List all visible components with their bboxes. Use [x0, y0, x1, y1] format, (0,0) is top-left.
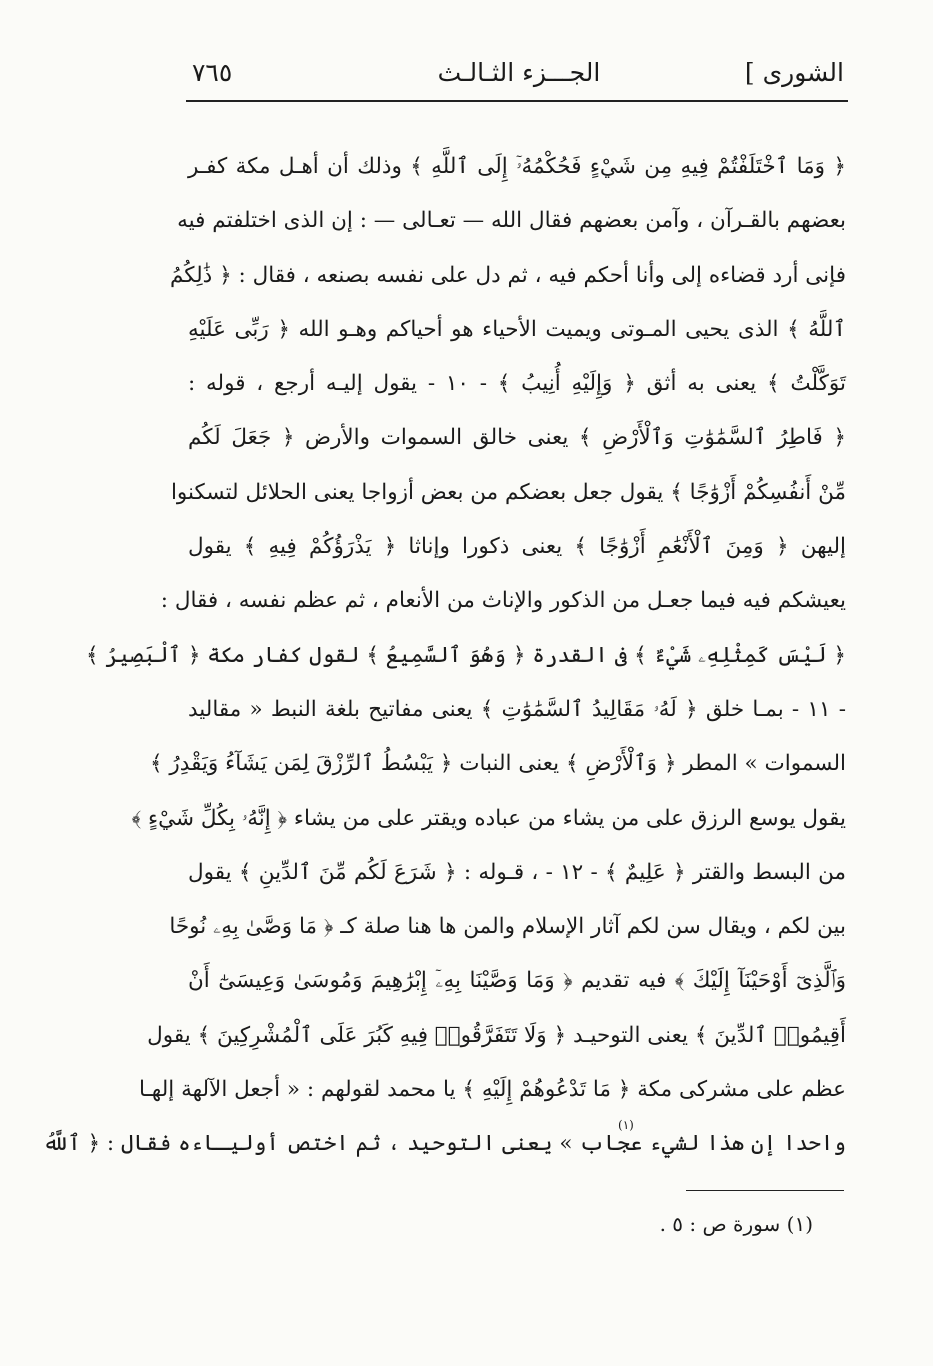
text-line: ٱللَّهُ ﴾ الذى يحيى المـوتى ويميت الأحياء هو أحياكم وهـو الله ﴿ رَبِّى عَلَيْهِ [188, 316, 846, 342]
text-line: تَوَكَّلْتُ ﴾ يعنى به أثق ﴿ وَإِلَيْهِ أُنِيبُ ﴾ - ١٠ - يقول إليـه أرجع ، قوله : [188, 371, 846, 397]
text-line: - ١١ - بمـا خلق ﴿ لَهُۥ مَقَالِيدُ ٱلسَّمَٰوَٰتِ ﴾ يعنى مفاتيح بلغة النبط « مقاليد [188, 696, 847, 722]
text-line: يقول يوسع الرزق على من يشاء من عباده ويقتر على من يشاء ﴿ إِنَّهُۥ بِكُلِّ شَيْءٍ ﴾ [131, 805, 846, 831]
text-line: بعضهم بالقـرآن ، وآمن بعضهم فقال الله — تعـالى — : إن الذى اختلفتم فيه [177, 208, 846, 234]
footnote-divider [686, 1190, 844, 1191]
surah-title: الشورى ] [744, 58, 844, 87]
volume-title: الجـــزء الثـالـث [437, 58, 601, 87]
text-line: واحدا إن هذا لشيء عجاب » يعنى التوحيد ، ثم اختص أوليـاءه فقال : ﴿ ٱللَّهُ [42, 1131, 846, 1157]
header-divider [186, 100, 848, 102]
text-line: ﴿ لَيْسَ كَمِثْلِهِۦ شَيْءٌ ﴾ فى القدرة ﴿ وَهُوَ ٱلسَّمِيعُ ﴾ لقول كفار مكة ﴿ ٱلْبَصِيرُ ﴾ [86, 642, 846, 668]
text-body [42, 140, 847, 1172]
text-line: أَقِيمُوا۟ ٱلدِّينَ ﴾ يعنى التوحيـد ﴿ وَلَا تَتَفَرَّقُوا۟ فِيهِ كَبُرَ عَلَى ٱلْمُشْرِكِينَ ﴾ يقول [147, 1022, 846, 1048]
text-line: وَٱلَّذِىٓ أَوْحَيْنَآ إِلَيْكَ ﴾ فيه تقديم ﴿ وَمَا وَصَّيْنَا بِهِۦٓ إِبْرَٰهِيمَ وَمُوسَىٰ وَعِيسَىٰٓ أَنْ [188, 968, 846, 994]
text-line: السموات » المطر ﴿ وَٱلْأَرْضِ ﴾ يعنى النبات ﴿ يَبْسُطُ ٱلرِّزْقَ لِمَن يَشَآءُ وَيَقْدِرُ ﴾ [149, 751, 846, 777]
footnote-marker: (١) [618, 1118, 634, 1132]
text-line: ﴿ فَاطِرُ ٱلسَّمَٰوَٰتِ وَٱلْأَرْضِ ﴾ يعنى خالق السموات والأرض ﴿ جَعَلَ لَكُم [188, 425, 846, 451]
footnote: (١) سورة ص : ٥ . [659, 1212, 813, 1236]
page-number: ٧٦٥ [192, 58, 233, 87]
text-line: إليهن ﴿ وَمِنَ ٱلْأَنْعَٰمِ أَزْوَٰجًا ﴾ يعنى ذكورا وإناثا ﴿ يَذْرَؤُكُمْ فِيهِ ﴾ يقول [188, 534, 846, 560]
running-header [188, 52, 850, 98]
text-line: فإنى أرد قضاءه إلى وأنا أحكم فيه ، ثم دل على نفسه بصنعه ، فقال : ﴿ ذَٰلِكُمُ [169, 262, 846, 288]
text-line: من البسط والقتر ﴿ عَلِيمٌ ﴾ - ١٢ - ، قـوله : ﴿ شَرَعَ لَكُم مِّنَ ٱلدِّينِ ﴾ يقول [188, 859, 846, 885]
text-line: مِّنْ أَنفُسِكُمْ أَزْوَٰجًا ﴾ يقول جعل بعضكم من بعض أزواجا يعنى الحلائل لتسكنوا [170, 479, 846, 505]
text-line: عظم على مشركى مكة ﴿ مَا تَدْعُوهُمْ إِلَيْهِ ﴾ يا محمد لقولهم : « أجعل الآلهة إلهـا [138, 1077, 846, 1103]
text-line: ﴿ وَمَا ٱخْتَلَفْتُمْ فِيهِ مِن شَيْءٍ فَحُكْمُهُۥٓ إِلَى ٱللَّهِ ﴾ وذلك أن أهـل مكة كفـر [188, 154, 846, 179]
text-line: يعيشكم فيه فيما جعـل من الذكور والإناث من الأنعام ، ثم عظم نفسه ، فقال : [160, 588, 846, 614]
text-line: بين لكم ، ويقال سن لكم آثار الإسلام والمن ها هنا صلة كـ ﴿ مَا وَصَّىٰ بِهِۦ نُوحًا [169, 914, 846, 940]
